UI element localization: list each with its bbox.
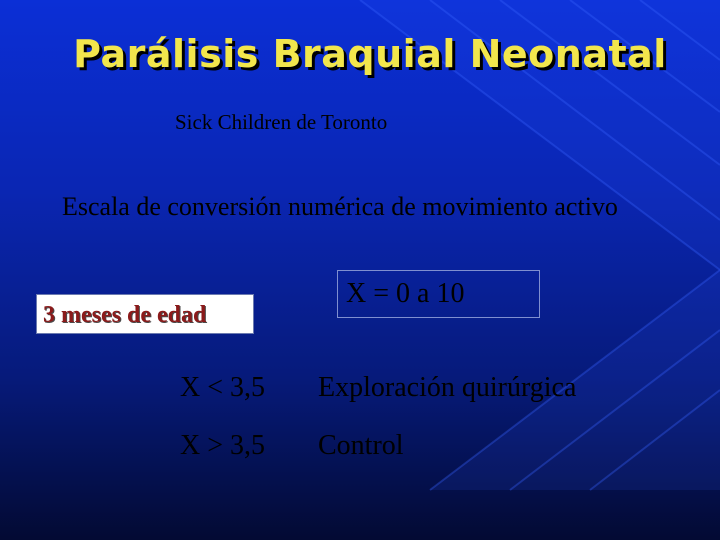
rule-result: Control <box>318 430 404 461</box>
age-label: 3 meses de edad <box>43 302 207 328</box>
rule-condition: X < 3,5 <box>180 372 266 403</box>
range-box <box>337 270 540 318</box>
slide-title: Parálisis Braquial Neonatal <box>73 32 667 76</box>
rule-result: Exploración quirúrgica <box>318 372 577 403</box>
scale-title: Escala de conversión numérica de movimiento activo <box>62 192 618 221</box>
range-label: X = 0 a 10 <box>346 278 465 309</box>
rule-condition: X > 3,5 <box>180 430 266 461</box>
slide-subtitle: Sick Children de Toronto <box>175 110 388 134</box>
age-box <box>36 294 254 334</box>
